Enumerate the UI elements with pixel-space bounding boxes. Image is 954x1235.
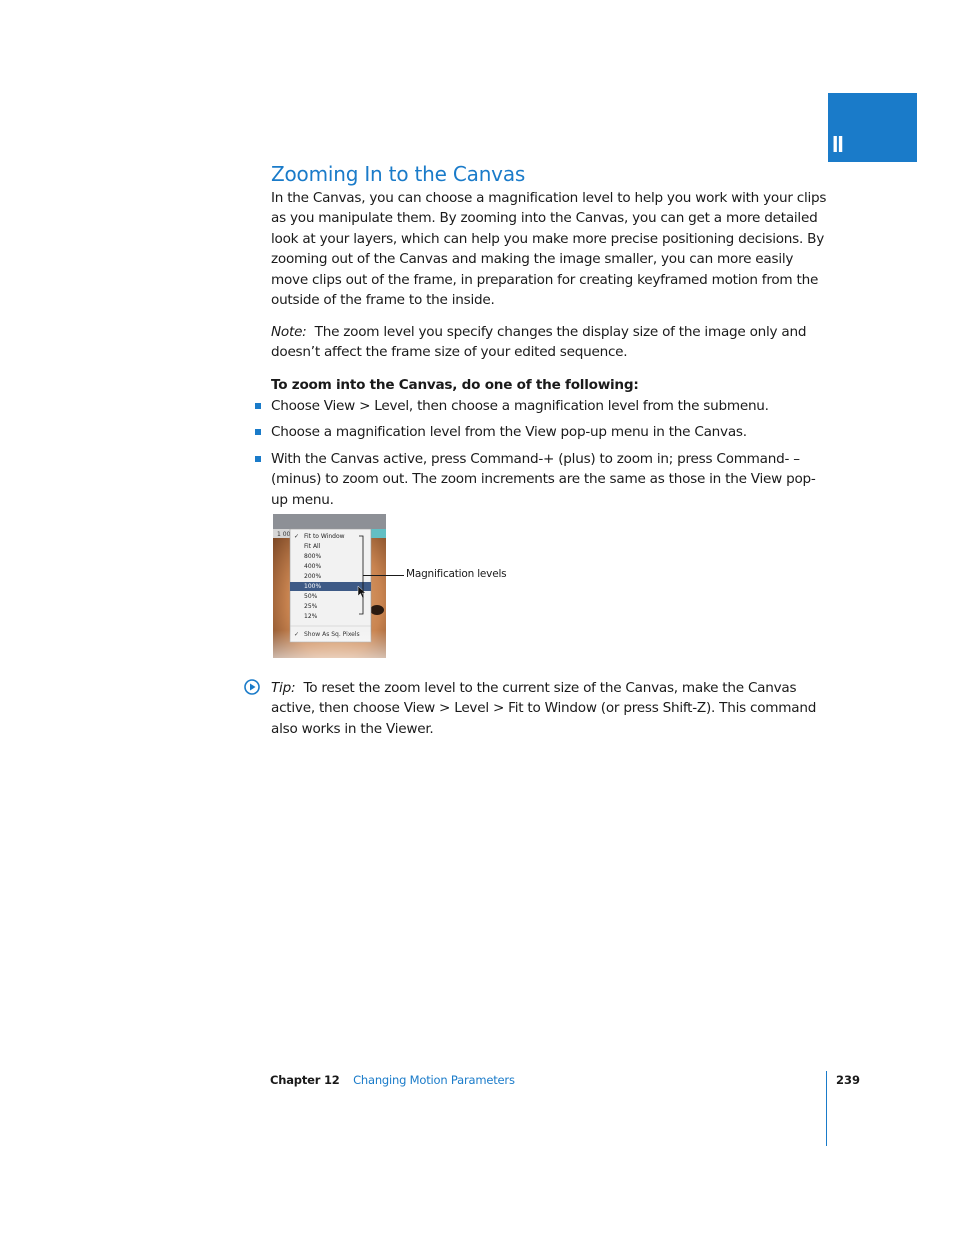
section-title: Zooming In to the Canvas [271,162,526,186]
menu-item-12[interactable]: 12% [304,613,318,620]
note-paragraph [271,322,831,363]
list-item: With the Canvas active, press Command-+ (plus) to zoom in; press Command- – (minus) to zoom out. The zoom increments are the same as those in the View pop-up menu. [271,449,831,510]
procedure-heading: To zoom into the Canvas, do one of the following: [271,377,639,393]
list-item: Choose View > Level, then choose a magnification level from the submenu. [271,396,831,416]
canvas-zoom-menu-figure [270,512,390,660]
callout-line [363,575,404,576]
callout-label: Magnification levels [406,568,507,580]
menu-item-400[interactable]: 400% [304,563,322,570]
list-item: Choose a magnification level from the View pop-up menu in the Canvas. [271,422,831,442]
page-number: 239 [836,1073,861,1087]
tip-arrow-icon [244,679,260,695]
tip-label: Tip: [271,680,296,696]
checkmark-icon: ✓ [294,533,300,540]
menu-item-800[interactable]: 800% [304,553,322,560]
procedure-list [271,396,831,516]
bullet-square-icon [255,456,261,462]
menu-item-fit-to-window[interactable]: Fit to Window [304,533,345,540]
note-text: The zoom level you specify changes the display size of the image only and doesn’t affect the frame size of your edited sequence. [271,324,807,361]
page-footer [270,1073,515,1087]
tip-text: To reset the zoom level to the current size of the Canvas, make the Canvas active, then choose View > Level > Fit to Window (or press Shift-Z). This command also works in the Viewer. [271,680,817,737]
footer-divider [826,1071,827,1146]
menu-item-25[interactable]: 25% [304,603,318,610]
part-tab-label: II [832,131,843,157]
menu-item-fit-all[interactable]: Fit All [304,543,321,550]
note-label: Note: [271,324,307,340]
bullet-square-icon [255,403,261,409]
part-tab [828,93,917,162]
eye-shape [370,605,384,615]
footer-chapter: Chapter 12 [270,1073,340,1087]
menu-item-100[interactable]: 100% [304,583,322,590]
bullet-square-icon [255,429,261,435]
zoom-field-value: 1 00 [277,531,291,538]
intro-paragraph: In the Canvas, you can choose a magnification level to help you work with your clips as you manipulate them. By zooming into the Canvas, you can get a more detailed look at your layers, which can help you make more precise positioning decisions. By zooming out of the Canvas and making the image smaller, you can more easily move clips out of the frame, in preparation for creating keyframed motion from the outside of the frame to the inside. [271,190,827,309]
tip-paragraph [271,678,831,739]
menu-item-200[interactable]: 200% [304,573,322,580]
menu-item-50[interactable]: 50% [304,593,318,600]
footer-chapter-title[interactable]: Changing Motion Parameters [353,1073,515,1087]
